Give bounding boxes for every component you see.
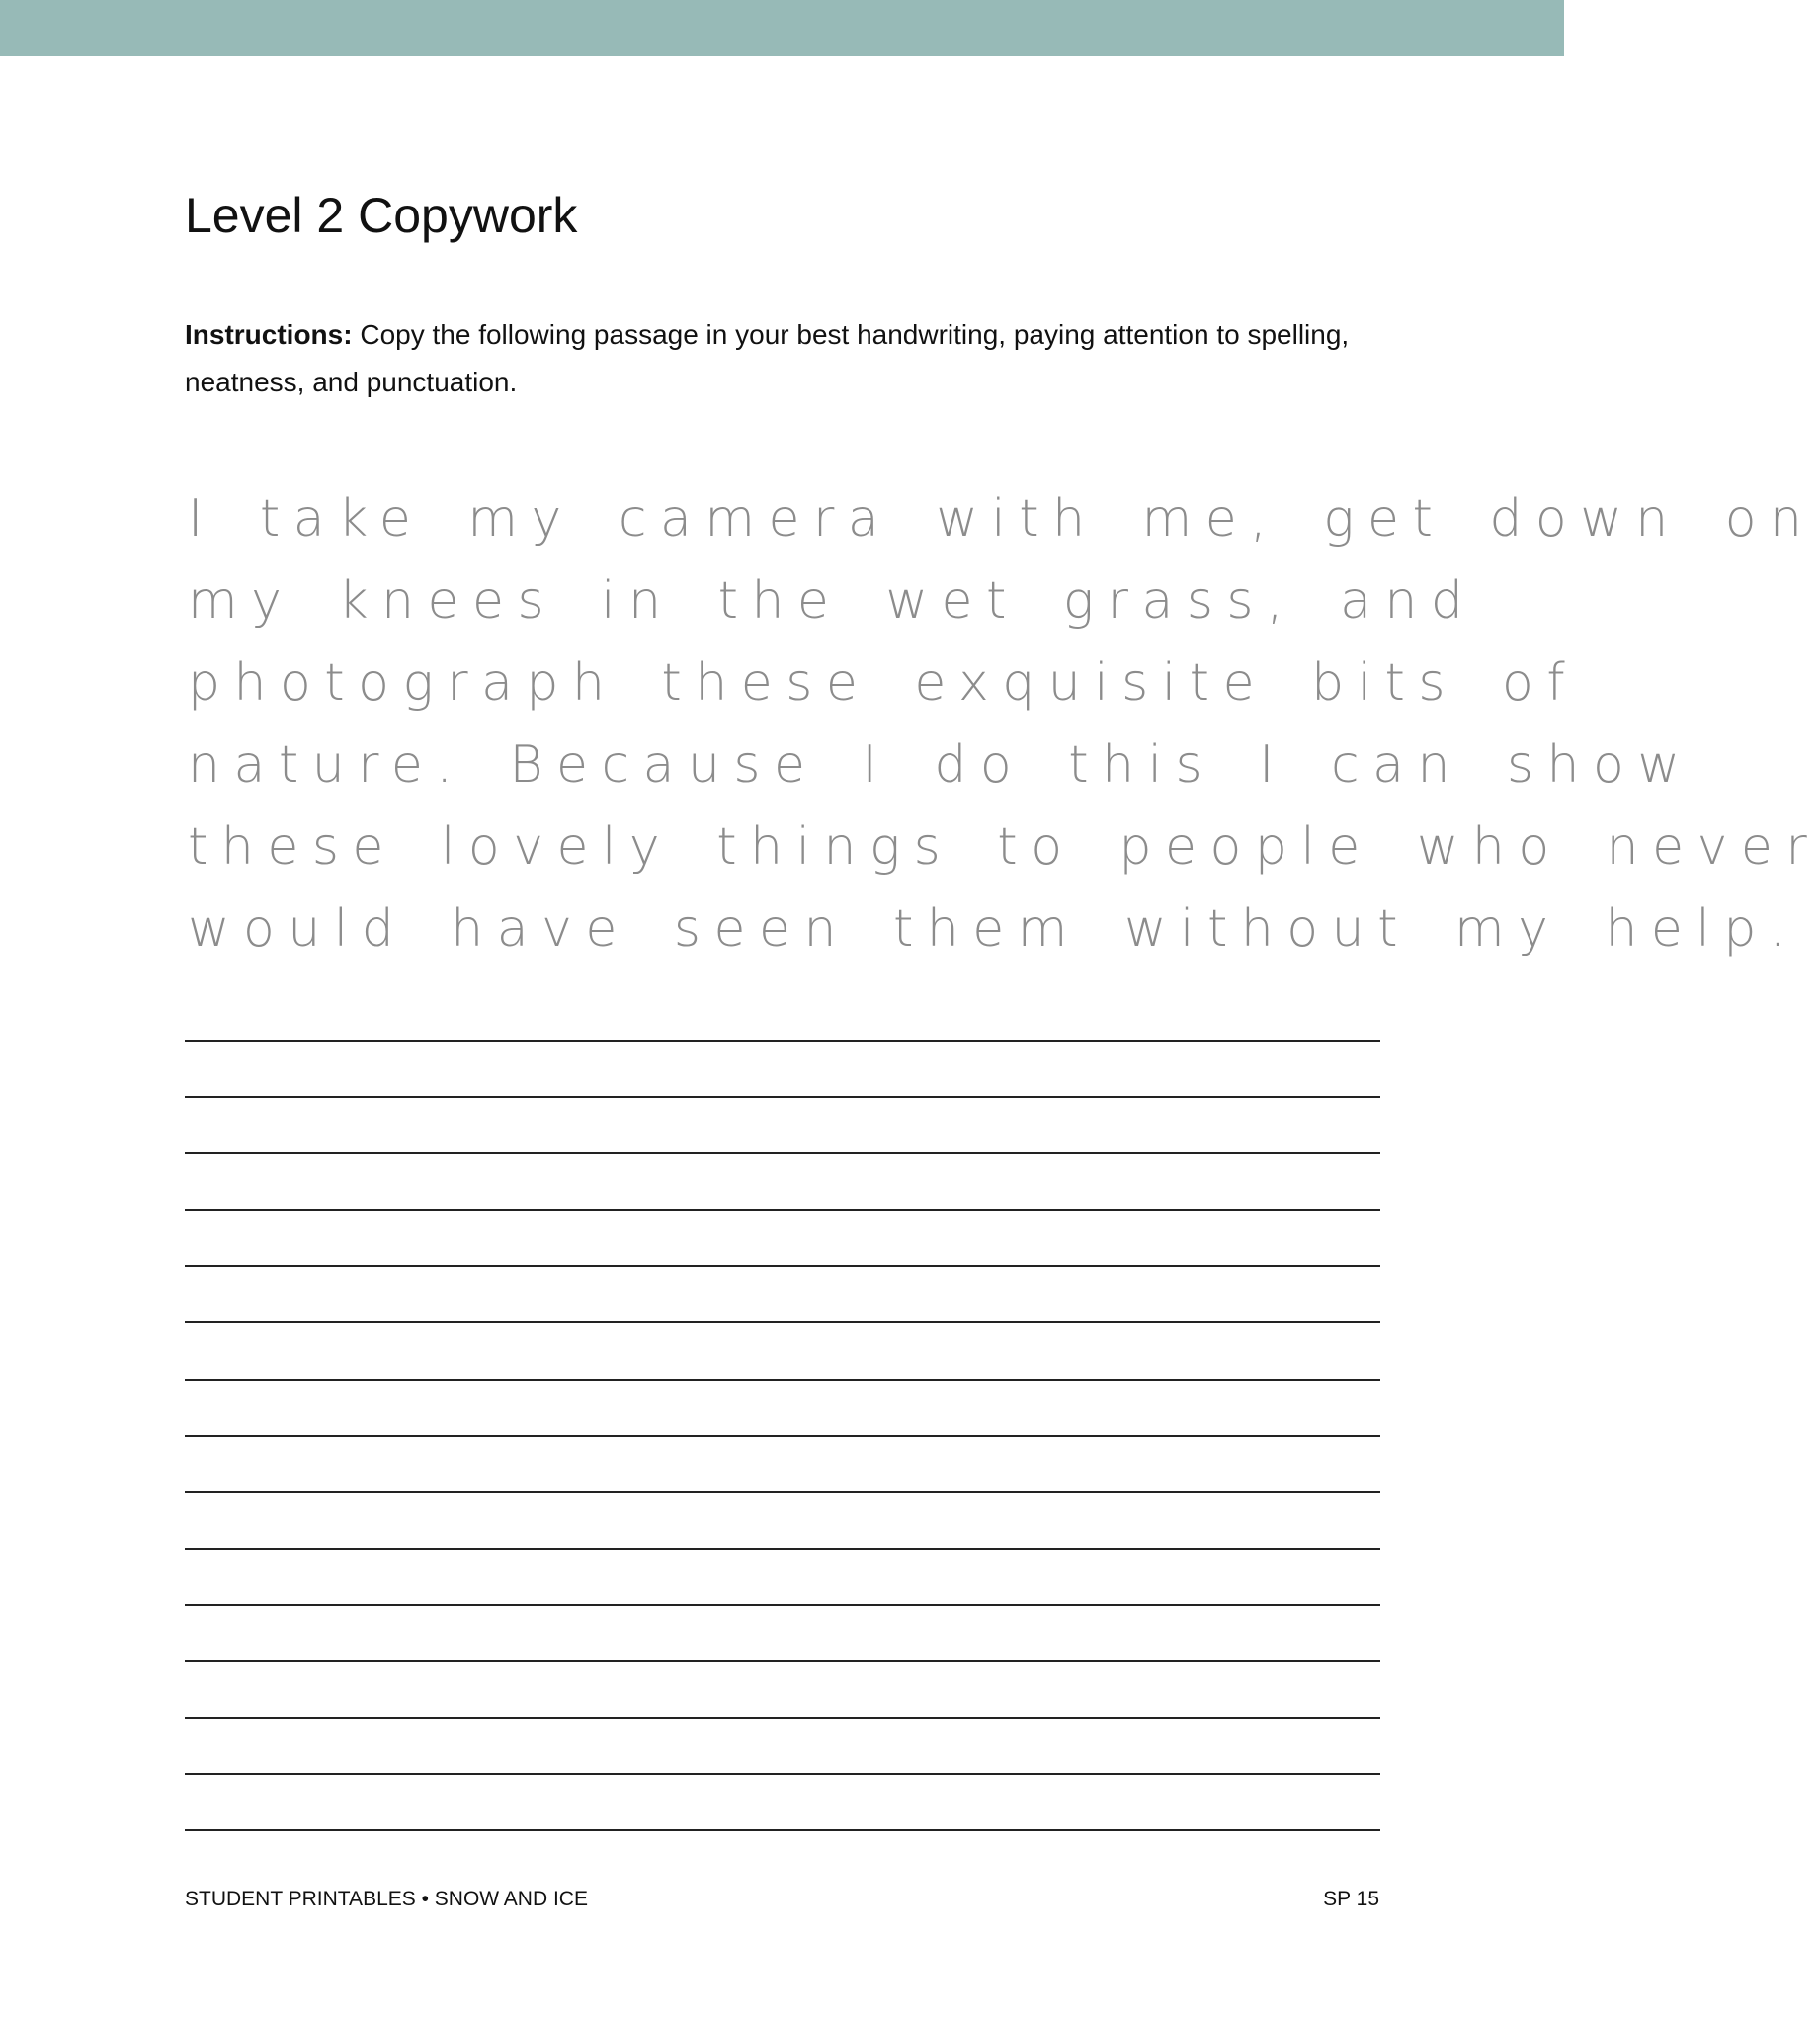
passage-line: my knees in the wet grass, and xyxy=(188,571,1477,631)
passage-line: would have seen them without my help. xyxy=(188,899,1799,959)
instructions xyxy=(185,311,1380,406)
writing-line[interactable] xyxy=(185,1040,1380,1096)
page-title: Level 2 Copywork xyxy=(185,188,578,243)
writing-line[interactable] xyxy=(185,1435,1380,1491)
writing-line[interactable] xyxy=(185,1604,1380,1660)
passage-line: nature. Because I do this I can show xyxy=(188,735,1694,795)
top-banner xyxy=(0,0,1564,56)
writing-line[interactable] xyxy=(185,1548,1380,1604)
instructions-text: Copy the following passage in your best handwriting, paying attention to spelling, neatness, and punctuation. xyxy=(185,319,1350,397)
writing-line[interactable] xyxy=(185,1491,1380,1548)
writing-line[interactable] xyxy=(185,1379,1380,1435)
footer-title: STUDENT PRINTABLES • SNOW AND ICE xyxy=(185,1888,588,1910)
writing-line[interactable] xyxy=(185,1096,1380,1152)
writing-line[interactable] xyxy=(185,1660,1380,1717)
writing-line[interactable] xyxy=(185,1152,1380,1209)
writing-line[interactable] xyxy=(185,1321,1380,1378)
writing-line[interactable] xyxy=(185,1209,1380,1265)
copywork-passage xyxy=(188,478,1820,970)
writing-lines-area[interactable] xyxy=(185,1040,1380,1886)
page-number: SP 15 xyxy=(1323,1888,1379,1910)
passage-line: these lovely things to people who never xyxy=(188,817,1820,877)
passage-line: I take my camera with me, get down on xyxy=(188,489,1816,548)
writing-line[interactable] xyxy=(185,1773,1380,1829)
writing-line[interactable] xyxy=(185,1265,1380,1321)
passage-line: photograph these exquisite bits of xyxy=(188,653,1579,713)
instructions-label: Instructions: xyxy=(185,319,353,350)
writing-line[interactable] xyxy=(185,1717,1380,1773)
writing-line[interactable] xyxy=(185,1829,1380,1886)
